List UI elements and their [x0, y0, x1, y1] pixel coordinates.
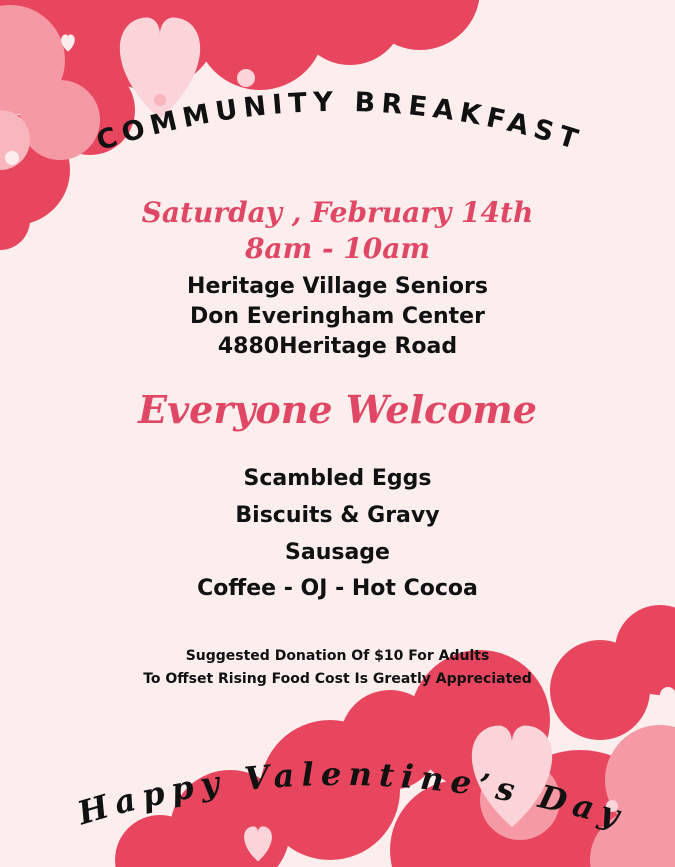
menu-item: Scambled Eggs — [243, 466, 432, 491]
page-title — [93, 87, 587, 157]
location-line-1: Heritage Village Seniors — [187, 274, 488, 299]
donation-line-1: Suggested Donation Of $10 For Adults — [185, 648, 490, 664]
menu-item: Biscuits & Gravy — [235, 503, 440, 528]
event-time: 8am - 10am — [244, 232, 431, 265]
menu-item: Sausage — [285, 540, 390, 565]
footer-greeting — [72, 755, 630, 837]
location-line-2: Don Everingham Center — [190, 304, 485, 329]
welcome-heading: Everyone Welcome — [138, 387, 537, 432]
footer-greeting-text: Happy Valentine’s Day — [73, 754, 631, 837]
location-line-3: 4880Heritage Road — [217, 334, 458, 359]
page-title-text: COMMUNITY BREAKFAST — [92, 86, 587, 158]
menu-item: Coffee - OJ - Hot Cocoa — [197, 576, 478, 601]
event-date: Saturday , February 14th — [141, 196, 534, 229]
donation-line-2: To Offset Rising Food Cost Is Greatly Appreciated — [143, 671, 532, 687]
footer-arc — [0, 720, 675, 867]
